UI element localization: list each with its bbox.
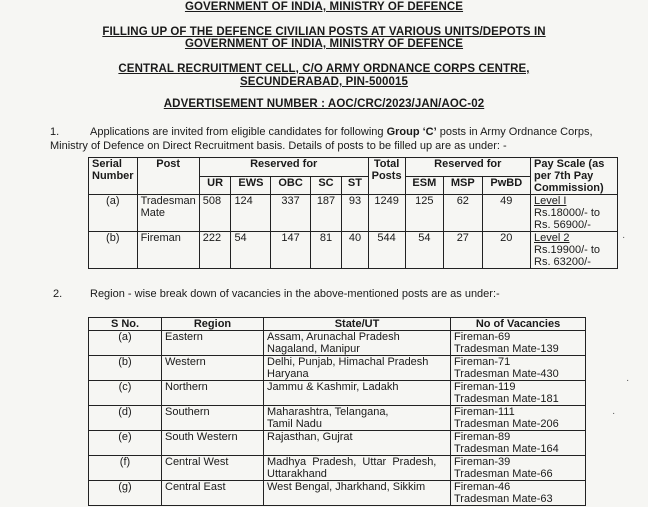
region-cell: Central East <box>162 481 264 506</box>
state-line-2: Tamil Nadu <box>267 418 323 430</box>
pay-level: Level 2 <box>534 232 570 244</box>
total-cell: 544 <box>368 232 405 269</box>
post-line-1: Fireman <box>140 232 181 244</box>
state-line-1: Jammu & Kashmir, Ladakh <box>267 381 399 393</box>
serial-cell: (a) <box>89 195 138 232</box>
state-cell <box>264 356 451 381</box>
pay-max: Rs. 63200/- <box>534 256 591 268</box>
ews-cell: 124 <box>231 195 271 232</box>
ur-cell: 222 <box>199 232 231 269</box>
th-reserved-for: Reserved for <box>199 158 368 177</box>
pwbd-cell: 20 <box>482 232 530 269</box>
sno-cell: (a) <box>89 331 162 356</box>
vacancy-cell <box>451 431 586 456</box>
state-cell <box>264 331 451 356</box>
pay-cell <box>531 232 618 269</box>
vacancy-fireman: Fireman-39 <box>454 456 511 468</box>
para1-line1 <box>90 125 593 139</box>
vacancy-fireman: Fireman-71 <box>454 356 511 368</box>
para1-text-pre: Applications are invited from eligible candidates for following <box>90 126 387 138</box>
th-reserved-for-2: Reserved for <box>405 158 530 177</box>
header-title: FILLING UP OF THE DEFENCE CIVILIAN POSTS AT VARIOUS UNITS/DEPOTS IN <box>102 26 546 38</box>
header-ministry-2: GOVERNMENT OF INDIA, MINISTRY OF DEFENCE <box>184 38 464 50</box>
vacancy-fireman: Fireman-69 <box>454 331 511 343</box>
table-row <box>89 456 586 481</box>
region-table <box>88 317 586 506</box>
sc-cell: 187 <box>310 195 342 232</box>
pay-level: Level I <box>534 195 567 207</box>
state-line-1: Assam, Arunachal Pradesh <box>267 331 400 343</box>
sno-cell: (f) <box>89 456 162 481</box>
post-line-1: Tradesman <box>140 195 196 207</box>
state-cell <box>264 431 451 456</box>
post-cell <box>137 195 199 232</box>
th-sno: S No. <box>89 318 162 331</box>
pay-scale-label-3: Commission) <box>534 182 604 194</box>
pay-scale-label-2: per 7th Pay <box>534 170 594 182</box>
table-row <box>89 195 618 232</box>
region-cell: Southern <box>162 406 264 431</box>
th-post: Post <box>137 158 199 195</box>
vacancy-cell <box>451 481 586 506</box>
state-line-1: Madhya Pradesh, Uttar Pradesh, <box>267 456 437 468</box>
total-cell: 1249 <box>368 195 405 232</box>
state-cell <box>264 481 451 506</box>
region-cell: South Western <box>162 431 264 456</box>
state-cell <box>264 456 451 481</box>
advertisement-number: ADVERTISEMENT NUMBER : AOC/CRC/2023/JAN/AOC-02 <box>163 98 485 110</box>
vacancy-tradesman: Tradesman Mate-63 <box>454 493 553 505</box>
ews-cell: 54 <box>231 232 271 269</box>
para2-text: Region - wise break down of vacancies in the above-mentioned posts are as under:- <box>90 288 500 300</box>
vacancy-fireman: Fireman-89 <box>454 431 511 443</box>
sno-cell: (e) <box>89 431 162 456</box>
region-cell: Northern <box>162 381 264 406</box>
table-row <box>89 356 586 381</box>
scan-speck: · <box>622 232 626 243</box>
serial-cell: (b) <box>89 232 138 269</box>
para2-number: 2. <box>53 288 63 300</box>
table-row <box>89 481 586 506</box>
th-pay-scale <box>531 158 618 195</box>
st-cell: 93 <box>342 195 368 232</box>
scan-speck: · <box>612 408 616 419</box>
th-total-posts: Total Posts <box>368 158 405 195</box>
posts-table <box>88 157 618 269</box>
state-line-2: Uttarakhand <box>267 468 327 480</box>
th-msp: MSP <box>444 176 482 195</box>
vacancy-fireman: Fireman-46 <box>454 481 511 493</box>
th-obc: OBC <box>271 176 310 195</box>
header-recruitment-cell: CENTRAL RECRUITMENT CELL, C/O ARMY ORDNANCE CORPS CENTRE, <box>118 63 530 75</box>
vacancy-tradesman: Tradesman Mate-66 <box>454 468 553 480</box>
msp-cell: 27 <box>444 232 482 269</box>
sno-cell: (b) <box>89 356 162 381</box>
state-cell <box>264 381 451 406</box>
para1-line2: Ministry of Defence on Direct Recruitment basis. Details of posts to be filled up are as under: - <box>50 140 507 152</box>
para1-group-c: Group ‘C’ <box>386 126 437 138</box>
sno-cell: (d) <box>89 406 162 431</box>
th-ews: EWS <box>231 176 271 195</box>
state-line-2: Haryana <box>267 368 309 380</box>
header-ministry: GOVERNMENT OF INDIA, MINISTRY OF DEFENCE <box>184 1 464 13</box>
para1-text-post: posts in Army Ordnance Corps, <box>436 126 593 138</box>
vacancy-fireman: Fireman-119 <box>454 381 516 393</box>
header-address: SECUNDERABAD, PIN-500015 <box>240 76 408 88</box>
state-line-1: Maharashtra, Telangana, <box>267 406 389 418</box>
vacancy-tradesman: Tradesman Mate-164 <box>454 443 559 455</box>
table-row <box>89 431 586 456</box>
msp-cell: 62 <box>444 195 482 232</box>
st-cell: 40 <box>342 232 368 269</box>
esm-cell: 125 <box>405 195 443 232</box>
obc-cell: 147 <box>271 232 310 269</box>
state-line-1: Delhi, Punjab, Himachal Pradesh <box>267 356 429 368</box>
state-line-1: West Bengal, Jharkhand, Sikkim <box>267 481 426 493</box>
vacancy-fireman: Fireman-111 <box>454 406 515 418</box>
pay-min: Rs.19900/- to <box>534 244 601 256</box>
th-vacancies: No of Vacancies <box>451 318 586 331</box>
pwbd-cell: 49 <box>482 195 530 232</box>
pay-scale-label-1: Pay Scale (as <box>534 158 605 170</box>
table-row <box>89 232 618 269</box>
para1-number: 1. <box>50 126 60 138</box>
vacancy-cell <box>451 456 586 481</box>
sno-cell: (g) <box>89 481 162 506</box>
sno-cell: (c) <box>89 381 162 406</box>
vacancy-cell <box>451 331 586 356</box>
post-line-2: Mate <box>140 207 166 219</box>
vacancy-tradesman: Tradesman Mate-430 <box>454 368 559 380</box>
table-row <box>89 406 586 431</box>
th-st: ST <box>342 176 368 195</box>
pay-max: Rs. 56900/- <box>534 219 591 231</box>
vacancy-tradesman: Tradesman Mate-181 <box>454 393 559 405</box>
th-region: Region <box>162 318 264 331</box>
state-line-1: Rajasthan, Gujrat <box>267 431 353 443</box>
region-cell: Central West <box>162 456 264 481</box>
table-row <box>89 331 586 356</box>
state-cell <box>264 406 451 431</box>
th-ur: UR <box>199 176 231 195</box>
sc-cell: 81 <box>310 232 342 269</box>
vacancy-tradesman: Tradesman Mate-206 <box>454 418 559 430</box>
th-pwbd: PwBD <box>482 176 530 195</box>
state-line-2: Nagaland, Manipur <box>267 343 360 355</box>
th-sc: SC <box>310 176 342 195</box>
pay-cell <box>531 195 618 232</box>
region-cell: Western <box>162 356 264 381</box>
vacancy-cell <box>451 356 586 381</box>
obc-cell: 337 <box>271 195 310 232</box>
post-cell <box>137 232 199 269</box>
vacancy-cell <box>451 381 586 406</box>
pay-min: Rs.18000/- to <box>534 207 601 219</box>
th-state: State/UT <box>264 318 451 331</box>
th-serial-number: Serial Number <box>89 158 138 195</box>
scan-speck: · <box>626 375 630 386</box>
region-cell: Eastern <box>162 331 264 356</box>
vacancy-tradesman: Tradesman Mate-139 <box>454 343 559 355</box>
table-row <box>89 381 586 406</box>
esm-cell: 54 <box>405 232 443 269</box>
vacancy-cell <box>451 406 586 431</box>
ur-cell: 508 <box>199 195 231 232</box>
th-esm: ESM <box>405 176 443 195</box>
